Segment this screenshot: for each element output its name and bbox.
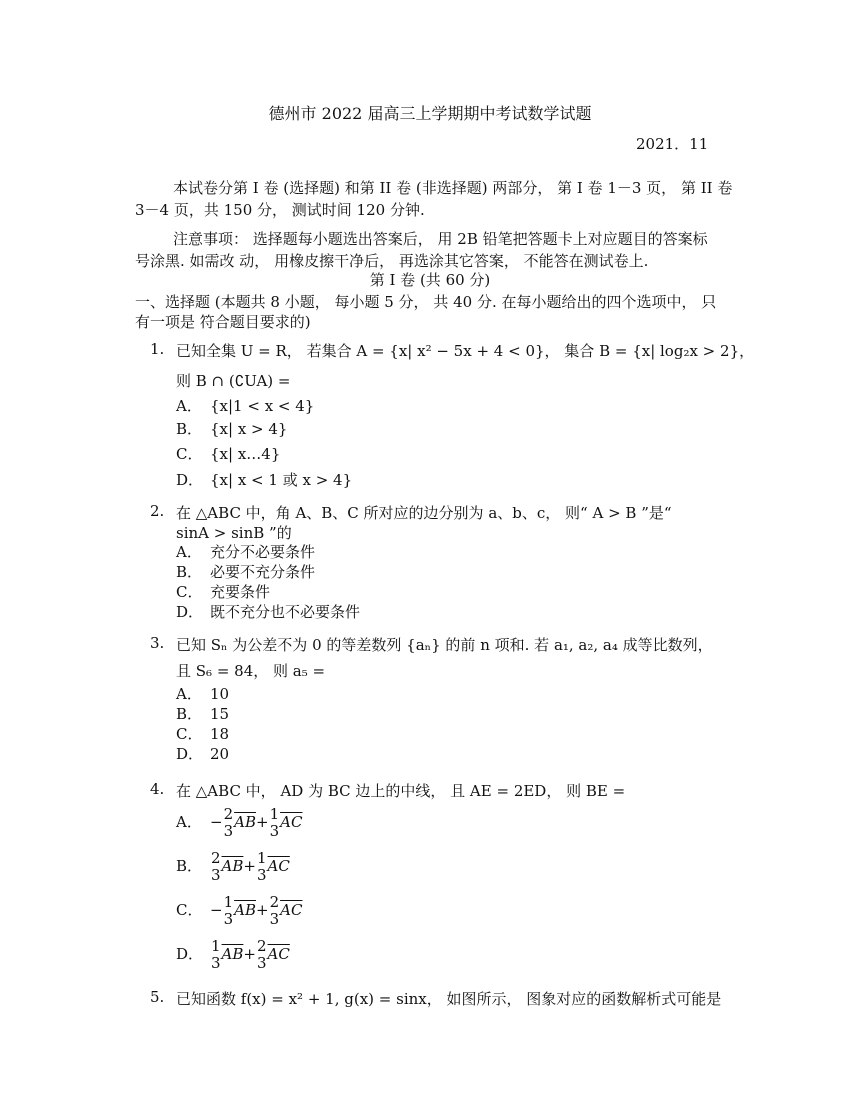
question-number: 4.: [150, 780, 165, 798]
option-text: 既不充分也不必要条件: [210, 603, 361, 621]
numerator: 2: [223, 805, 234, 823]
option-a: [176, 542, 315, 562]
option-d: [176, 602, 360, 622]
denominator: 3: [211, 866, 221, 884]
operator: +: [243, 857, 256, 875]
option-text: 充分不必要条件: [210, 543, 316, 561]
denominator: 3: [269, 910, 280, 928]
numerator: 1: [256, 849, 267, 867]
option-label: C．: [176, 725, 203, 743]
vector: $\overline{AC}$: [267, 945, 290, 963]
option-label: D．: [176, 471, 204, 489]
option-d: [176, 470, 352, 490]
option-label: B．: [176, 857, 203, 875]
option-label: C．: [176, 583, 203, 601]
fraction: [224, 806, 234, 840]
question-stem-cont: 且 S₆ = 84， 则 a₅ =: [176, 662, 326, 680]
notice-line-2: 号涂黑. 如需改 动， 用橡皮擦干净后， 再选涂其它答案， 不能答在测试卷上.: [135, 252, 649, 270]
option-label: A．: [176, 543, 202, 561]
option-text: {x|1 < x < 4}: [210, 397, 315, 415]
option-text: {x| x < 1 或 x > 4}: [210, 471, 353, 489]
option-c: [176, 582, 270, 602]
option-label: A．: [176, 397, 202, 415]
notice-line-1: 注意事项： 选择题每小题选出答案后， 用 2B 铅笔把答题卡上对应题目的答案标: [173, 230, 708, 248]
option-label: D．: [176, 603, 204, 621]
question-stem: 已知全集 U = R， 若集合 A = {x| x² − 5x + 4 < 0}， 集合 B = {x| log₂x > 2}，: [176, 342, 755, 360]
option-label: A．: [176, 685, 202, 703]
fraction: [270, 894, 280, 928]
vector: $\overline{AB}$: [234, 901, 256, 919]
operator: +: [255, 901, 269, 919]
option-b: [176, 850, 290, 884]
sign: −: [210, 901, 223, 919]
option-text: 必要不充分条件: [210, 563, 316, 581]
option-text: 20: [210, 745, 230, 763]
option-b: [176, 704, 229, 724]
option-text: 10: [210, 685, 230, 703]
question-number: 3.: [150, 634, 165, 652]
option-label: B．: [176, 705, 203, 723]
option-c: [176, 444, 280, 464]
fraction: [270, 806, 280, 840]
option-c: [176, 894, 302, 928]
vector: $\overline{AC}$: [280, 901, 303, 919]
option-label: C．: [176, 445, 203, 463]
question-number: 1.: [150, 340, 165, 358]
fraction: [257, 850, 267, 884]
option-label: A．: [176, 813, 202, 831]
option-text: {x| x…4}: [210, 445, 281, 463]
option-text: 充要条件: [210, 583, 271, 601]
intro-line-2: 3－4 页，共 150 分， 测试时间 120 分钟.: [135, 201, 425, 219]
option-label: B．: [176, 563, 203, 581]
vector: $\overline{AB}$: [221, 857, 244, 875]
vector: $\overline{AC}$: [280, 813, 303, 831]
section-heading: 第 I 卷 (共 60 分): [369, 271, 491, 289]
option-label: C．: [176, 901, 203, 919]
numerator: 1: [269, 805, 280, 823]
denominator: 3: [256, 954, 267, 972]
exam-date: 2021．11: [636, 135, 709, 153]
denominator: 3: [223, 822, 234, 840]
option-a: [176, 396, 314, 416]
option-a: [176, 806, 302, 840]
denominator: 3: [256, 866, 267, 884]
question-stem: 已知函数 f(x) = x² + 1, g(x) = sinx， 如图所示， 图象对应的函数解析式可能是: [176, 990, 722, 1008]
denominator: 3: [223, 910, 234, 928]
section-instruction-2: 有一项是 符合题目要求的): [135, 313, 311, 331]
option-text: 18: [210, 725, 230, 743]
option-text: {x| x > 4}: [210, 420, 288, 438]
numerator: 1: [211, 937, 221, 955]
fraction: [211, 850, 221, 884]
denominator: 3: [269, 822, 280, 840]
numerator: 2: [256, 937, 267, 955]
option-b: [176, 419, 287, 439]
option-b: [176, 562, 315, 582]
operator: +: [243, 945, 256, 963]
option-d: [176, 938, 290, 972]
question-stem: 已知 Sₙ 为公差不为 0 的等差数列 {aₙ} 的前 n 项和. 若 a₁, a₂, a₄ 成等比数列，: [176, 636, 713, 654]
vector: $\overline{AB}$: [221, 945, 244, 963]
sign: −: [210, 813, 223, 831]
question-stem-cont: 则 B ∩ (∁UA) =: [176, 372, 291, 390]
section-instruction-1: 一、选择题 (本题共 8 小题， 每小题 5 分， 共 40 分. 在每小题给出的四个选项中， 只: [135, 293, 717, 311]
question-number: 2.: [150, 502, 165, 520]
option-d: [176, 744, 229, 764]
fraction: [224, 894, 234, 928]
vector: $\overline{AC}$: [267, 857, 290, 875]
numerator: 1: [223, 893, 234, 911]
operator: +: [255, 813, 269, 831]
fraction: [211, 938, 221, 972]
denominator: 3: [211, 954, 221, 972]
intro-line-1: 本试卷分第 I 卷 (选择题) 和第 II 卷 (非选择题) 两部分， 第 I 卷 1－3 页， 第 II 卷: [173, 179, 733, 197]
question-stem: 在 △ABC 中，角 A、B、C 所对应的边分别为 a、b、c， 则“ A > B ”是“: [176, 504, 672, 522]
question-stem-cont: sinA > sinB ”的: [176, 524, 292, 542]
option-label: D．: [176, 745, 204, 763]
question-number: 5.: [150, 988, 165, 1006]
fraction: [257, 938, 267, 972]
option-c: [176, 724, 229, 744]
option-label: B．: [176, 420, 203, 438]
page-title: 德州市 2022 届高三上学期期中考试数学试题: [268, 104, 592, 123]
numerator: 2: [211, 849, 221, 867]
question-stem: 在 △ABC 中， AD 为 BC 边上的中线， 且 AE = 2ED， 则 BE =: [176, 782, 626, 800]
vector: $\overline{AB}$: [234, 813, 256, 831]
option-label: D．: [176, 945, 204, 963]
option-text: 15: [210, 705, 230, 723]
option-a: [176, 684, 229, 704]
numerator: 2: [269, 893, 280, 911]
